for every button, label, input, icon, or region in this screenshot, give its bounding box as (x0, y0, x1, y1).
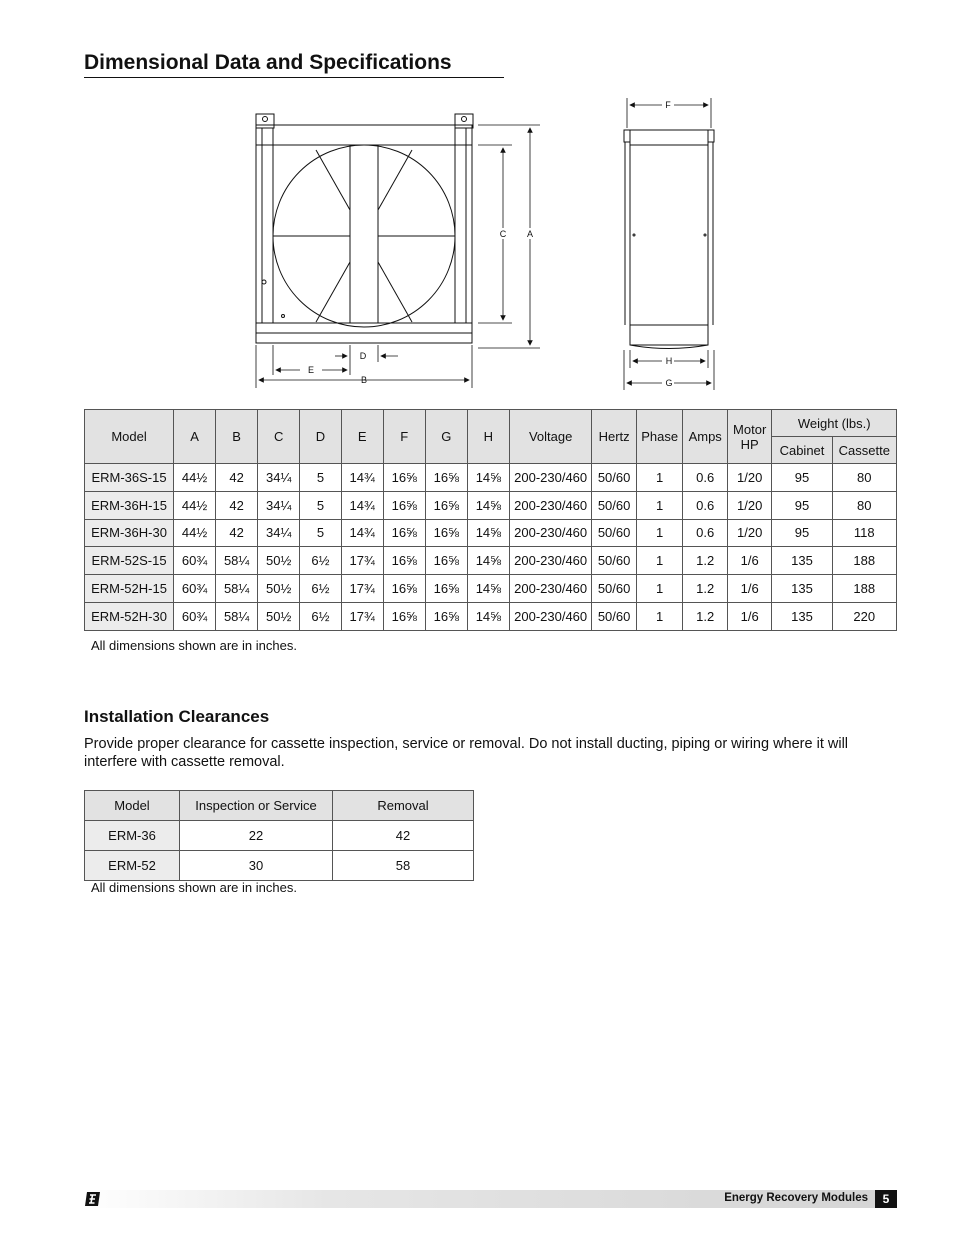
table-cell: 58¼ (216, 575, 258, 603)
table-cell: 118 (832, 519, 896, 547)
table-cell: 44½ (174, 491, 216, 519)
table-cell: 95 (772, 464, 832, 492)
table-row (85, 821, 474, 851)
table-cell: 1.2 (683, 602, 727, 630)
table-cell: 34¼ (258, 491, 300, 519)
table-cell: 50/60 (592, 547, 636, 575)
table-cell: 200-230/460 (509, 602, 592, 630)
col-hertz: Hertz (592, 410, 636, 464)
table-cell: 135 (772, 575, 832, 603)
table-cell: 1/20 (727, 519, 771, 547)
col-c: C (258, 410, 300, 464)
table-row (85, 519, 897, 547)
table-cell: 58¼ (216, 602, 258, 630)
table-cell: 1/20 (727, 491, 771, 519)
table-cell: 188 (832, 547, 896, 575)
table-cell: 16⅝ (383, 547, 425, 575)
col-amps: Amps (683, 410, 727, 464)
col-inspection: Inspection or Service (180, 791, 333, 821)
table-cell: 50/60 (592, 519, 636, 547)
table-cell: 1 (636, 602, 683, 630)
table-cell: 6½ (300, 547, 342, 575)
table-cell: 30 (180, 851, 333, 881)
col-weight: Weight (lbs.) (772, 410, 897, 437)
table-cell: 14⅝ (467, 491, 509, 519)
table-cell: 16⅝ (383, 575, 425, 603)
table-cell: 16⅝ (425, 519, 467, 547)
table-cell: 16⅝ (383, 464, 425, 492)
table-cell: 1/6 (727, 547, 771, 575)
table-cell: 6½ (300, 575, 342, 603)
col-e: E (341, 410, 383, 464)
table-cell: 1.2 (683, 547, 727, 575)
table-cell: 44½ (174, 519, 216, 547)
col-a: A (174, 410, 216, 464)
table-cell: 14⅝ (467, 519, 509, 547)
table-cell: ERM-52H-30 (85, 602, 174, 630)
col-h: H (467, 410, 509, 464)
table-cell: 14¾ (341, 464, 383, 492)
table-row (85, 464, 897, 492)
table-cell: 200-230/460 (509, 491, 592, 519)
table-cell: 50/60 (592, 491, 636, 519)
table-cell: 135 (772, 602, 832, 630)
table-cell: 1 (636, 575, 683, 603)
table-cell: 42 (216, 464, 258, 492)
col-g: G (425, 410, 467, 464)
page-number: 5 (875, 1190, 897, 1208)
table-cell: 50/60 (592, 464, 636, 492)
table-cell: 34¼ (258, 519, 300, 547)
clearances-title: Installation Clearances (84, 707, 270, 726)
col-phase: Phase (636, 410, 683, 464)
table-cell: 16⅝ (425, 491, 467, 519)
table-cell: 14⅝ (467, 602, 509, 630)
clearance-table (84, 790, 474, 881)
table-cell: ERM-52S-15 (85, 547, 174, 575)
clearance-table-note: All dimensions shown are in inches. (91, 880, 297, 895)
table-cell: 135 (772, 547, 832, 575)
table-cell: 16⅝ (425, 575, 467, 603)
table-cell: 95 (772, 491, 832, 519)
table-cell: 17¾ (341, 575, 383, 603)
table-cell: 220 (832, 602, 896, 630)
table-cell: 200-230/460 (509, 519, 592, 547)
table-row (85, 575, 897, 603)
table-cell: 200-230/460 (509, 464, 592, 492)
clearances-text: Provide proper clearance for cassette inspection, service or removal. Do not install ducting, piping or wiring where it will interfere with cassette removal. (84, 736, 849, 770)
col-voltage: Voltage (509, 410, 592, 464)
table-cell: ERM-52H-15 (85, 575, 174, 603)
table-cell: 5 (300, 464, 342, 492)
table-cell: 16⅝ (425, 602, 467, 630)
front-view (256, 114, 473, 343)
table-cell: 42 (333, 821, 474, 851)
table-cell: 42 (216, 491, 258, 519)
company-logo-icon (84, 1190, 102, 1208)
table-cell: 60¾ (174, 575, 216, 603)
table-cell: 17¾ (341, 547, 383, 575)
table-cell: 50½ (258, 575, 300, 603)
table-cell: 188 (832, 575, 896, 603)
table-cell: 16⅝ (425, 464, 467, 492)
table-cell: ERM-52 (85, 851, 180, 881)
label-f: F (665, 100, 671, 110)
side-view (624, 130, 714, 349)
dimensional-drawing (0, 0, 954, 400)
spec-table (84, 409, 897, 631)
table-cell: 17¾ (341, 602, 383, 630)
table-cell: 200-230/460 (509, 547, 592, 575)
label-d: D (359, 351, 367, 361)
table-cell: 42 (216, 519, 258, 547)
table-cell: 0.6 (683, 519, 727, 547)
table-cell: ERM-36H-15 (85, 491, 174, 519)
col-cassette: Cassette (832, 437, 896, 464)
front-view-dimensions (256, 125, 540, 388)
table-row (85, 547, 897, 575)
table-cell: 58 (333, 851, 474, 881)
table-cell: 50½ (258, 547, 300, 575)
table-cell: 6½ (300, 602, 342, 630)
col-motor-hp: Motor HP (727, 410, 771, 464)
footer-title: Energy Recovery Modules (724, 1192, 868, 1204)
table-cell: 95 (772, 519, 832, 547)
table-cell: 44½ (174, 464, 216, 492)
table-cell: 1 (636, 519, 683, 547)
table-cell: 50/60 (592, 575, 636, 603)
table-cell: 16⅝ (383, 491, 425, 519)
label-g: G (665, 378, 673, 388)
table-cell: 80 (832, 491, 896, 519)
table-cell: 1/6 (727, 602, 771, 630)
table-cell: 34¼ (258, 464, 300, 492)
table-cell: 80 (832, 464, 896, 492)
col-model: Model (85, 410, 174, 464)
table-row (85, 491, 897, 519)
label-a: A (526, 229, 534, 239)
table-cell: 58¼ (216, 547, 258, 575)
col-cabinet: Cabinet (772, 437, 832, 464)
table-cell: 22 (180, 821, 333, 851)
table-cell: ERM-36S-15 (85, 464, 174, 492)
table-row (85, 602, 897, 630)
table-cell: 14¾ (341, 519, 383, 547)
label-e: E (307, 365, 315, 375)
col-b: B (216, 410, 258, 464)
table-cell: 1/6 (727, 575, 771, 603)
table-cell: 14⅝ (467, 547, 509, 575)
spec-table-note: All dimensions shown are in inches. (91, 638, 297, 653)
table-cell: 1 (636, 547, 683, 575)
col-model: Model (85, 791, 180, 821)
table-cell: 14¾ (341, 491, 383, 519)
table-cell: 50/60 (592, 602, 636, 630)
table-cell: 16⅝ (383, 602, 425, 630)
table-cell: 16⅝ (425, 547, 467, 575)
table-cell: 50½ (258, 602, 300, 630)
table-cell: ERM-36 (85, 821, 180, 851)
table-cell: 1 (636, 464, 683, 492)
table-cell: 60¾ (174, 602, 216, 630)
label-b: B (360, 375, 368, 385)
table-cell: 16⅝ (383, 519, 425, 547)
table-cell: 5 (300, 491, 342, 519)
table-cell: 0.6 (683, 464, 727, 492)
col-removal: Removal (333, 791, 474, 821)
table-cell: 1/20 (727, 464, 771, 492)
table-row (85, 851, 474, 881)
table-cell: 0.6 (683, 491, 727, 519)
table-cell: 1 (636, 491, 683, 519)
table-cell: 14⅝ (467, 464, 509, 492)
col-d: D (300, 410, 342, 464)
label-h: H (665, 356, 673, 366)
page-title: Dimensional Data and Specifications (84, 50, 504, 78)
table-cell: 5 (300, 519, 342, 547)
table-cell: 200-230/460 (509, 575, 592, 603)
table-cell: 1.2 (683, 575, 727, 603)
col-f: F (383, 410, 425, 464)
table-cell: 60¾ (174, 547, 216, 575)
table-cell: 14⅝ (467, 575, 509, 603)
table-cell: ERM-36H-30 (85, 519, 174, 547)
label-c: C (499, 229, 507, 239)
